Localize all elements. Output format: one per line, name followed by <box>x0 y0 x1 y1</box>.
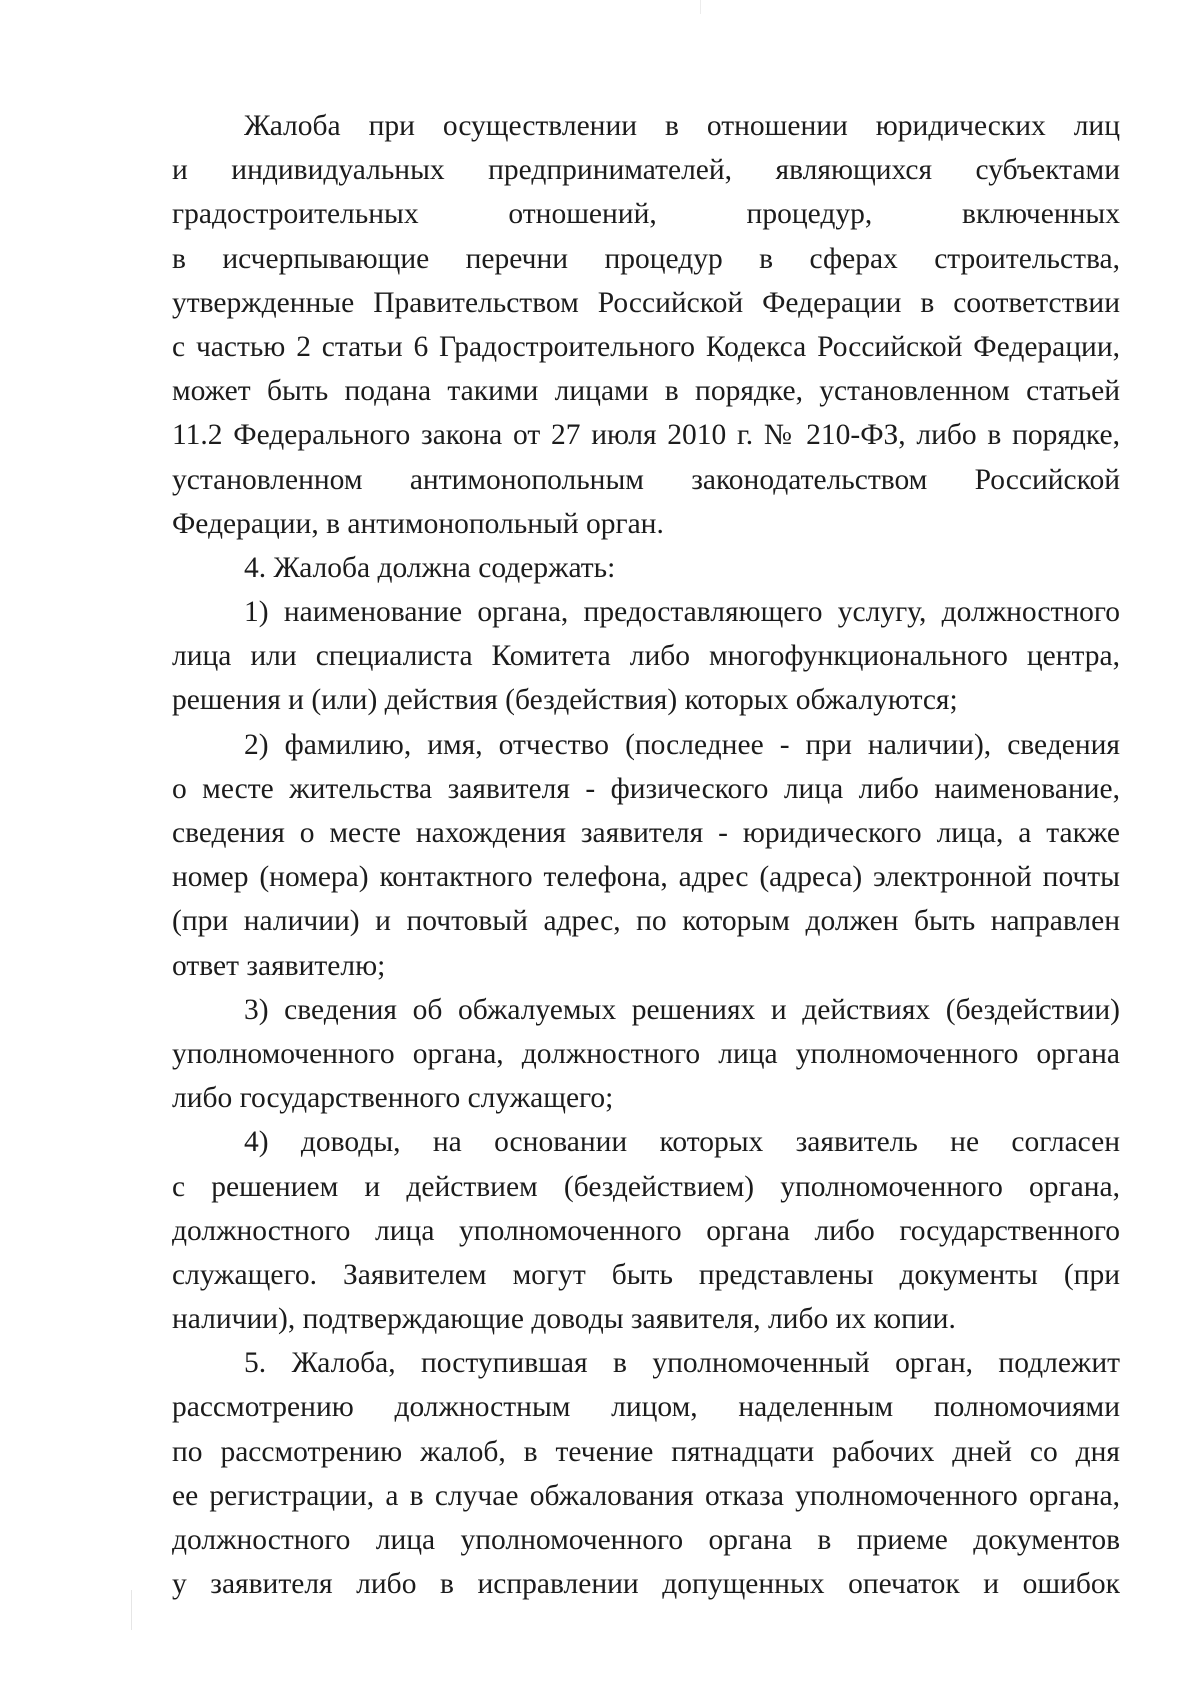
text-line: с решением и действием (бездействием) уполномоченного органа, <box>172 1170 1120 1203</box>
text-line: с частью 2 статьи 6 Градостроительного Кодекса Российской Федерации, <box>172 330 1120 363</box>
text-line: по рассмотрению жалоб, в течение пятнадцати рабочих дней со дня <box>172 1435 1120 1468</box>
text-line: наличии), подтверждающие доводы заявителя, либо их копии. <box>172 1303 956 1336</box>
text-line: должностного лица уполномоченного органа либо государственного <box>172 1214 1120 1247</box>
text-line: 5. Жалоба, поступившая в уполномоченный орган, подлежит <box>244 1347 1120 1380</box>
document-body <box>172 104 1120 1606</box>
text-line: (при наличии) и почтовый адрес, по которым должен быть направлен <box>172 905 1120 938</box>
text-line: о месте жительства заявителя - физического лица либо наименование, <box>172 772 1120 805</box>
text-line: рассмотрению должностным лицом, наделенным полномочиями <box>172 1391 1120 1424</box>
scan-artifact-margin <box>131 1590 132 1630</box>
text-line: 11.2 Федерального закона от 27 июля 2010 г. № 210-ФЗ, либо в порядке, <box>172 419 1120 452</box>
text-line: может быть подана такими лицами в порядке, установленном статьей <box>172 375 1120 408</box>
text-line: установленном антимонопольным законодательством Российской <box>172 463 1120 496</box>
text-line: ее регистрации, а в случае обжалования отказа уполномоченного органа, <box>172 1479 1120 1512</box>
text-line: лица или специалиста Комитета либо многофункционального центра, <box>172 640 1120 673</box>
text-line: ответ заявителю; <box>172 949 386 982</box>
text-line: служащего. Заявителем могут быть представлены документы (при <box>172 1258 1120 1291</box>
text-line: 4) доводы, на основании которых заявитель не согласен <box>244 1126 1120 1159</box>
text-line: сведения о месте нахождения заявителя - юридического лица, а также <box>172 817 1120 849</box>
paragraph-p-4-1 <box>172 590 1120 723</box>
text-line: 2) фамилию, имя, отчество (последнее - при наличии), сведения <box>244 728 1120 761</box>
text-line: Федерации, в антимонопольный орган. <box>172 507 664 540</box>
text-line: в исчерпывающие перечни процедур в сферах строительства, <box>172 242 1120 275</box>
paragraph-p-4 <box>172 546 1120 590</box>
paragraph-p-4-3 <box>172 988 1120 1121</box>
text-line: решения и (или) действия (бездействия) которых обжалуются; <box>172 684 958 717</box>
text-line: 3) сведения об обжалуемых решениях и действиях (бездействии) <box>244 993 1120 1026</box>
text-line: градостроительных отношений, процедур, включенных <box>172 198 1120 231</box>
text-line: номер (номера) контактного телефона, адрес (адреса) электронной почты <box>172 861 1120 894</box>
text-line: утвержденные Правительством Российской Федерации в соответствии <box>172 286 1120 319</box>
text-line: у заявителя либо в исправлении допущенных опечаток и ошибок <box>172 1568 1120 1601</box>
paragraph-p-5 <box>172 1341 1120 1606</box>
text-line: уполномоченного органа, должностного лица уполномоченного органа <box>172 1037 1120 1070</box>
text-line: должностного лица уполномоченного органа в приеме документов <box>172 1524 1120 1556</box>
text-line: Жалоба при осуществлении в отношении юридических лиц <box>244 110 1120 142</box>
paragraph-p-4-2 <box>172 723 1120 988</box>
paragraph-p-complaint-entities <box>172 104 1120 546</box>
text-line: либо государственного служащего; <box>172 1082 614 1115</box>
text-line: 1) наименование органа, предоставляющего услугу, должностного <box>244 596 1120 629</box>
paragraph-p-4-4 <box>172 1120 1120 1341</box>
text-line: и индивидуальных предпринимателей, являющихся субъектами <box>172 154 1120 187</box>
text-line: 4. Жалоба должна содержать: <box>244 551 616 584</box>
scan-artifact-top <box>700 0 701 14</box>
